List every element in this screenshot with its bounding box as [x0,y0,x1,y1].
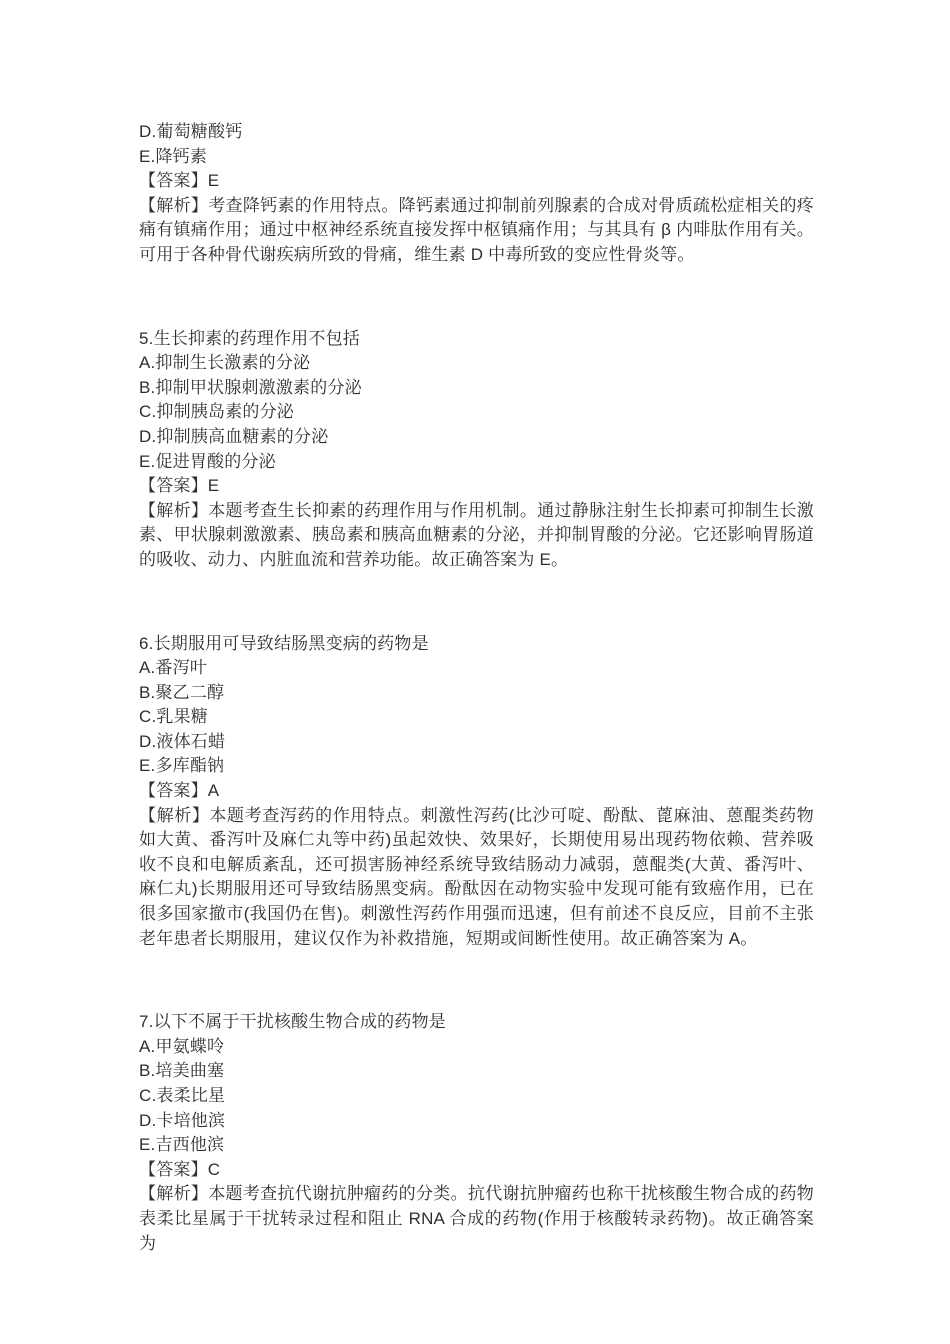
answer-line: 【答案】E [139,171,220,191]
option-c: C.乳果糖 [139,707,208,727]
analysis-paragraph: 【解析】考查降钙素的作用特点。降钙素通过抑制前列腺素的合成对骨质疏松症相关的疼痛有镇痛作用；通过中枢神经系统直接发挥中枢镇痛作用；与其具有 β 内啡肽作用有关。可用于各种骨代谢疾病所致的骨痛，维生素 D 中毒所致的变应性骨炎等。 [139,195,814,264]
option-a: A.番泻叶 [139,658,208,678]
question-text: 7.以下不属于干扰核酸生物合成的药物是 [139,1012,446,1032]
option-b: B.培美曲塞 [139,1061,225,1081]
answer-line: 【答案】A [139,781,220,801]
question-block-4-partial [139,120,814,268]
option-c: C.抑制胰岛素的分泌 [139,402,294,422]
option-d: D.抑制胰高血糖素的分泌 [139,426,329,446]
option-d: D.葡萄糖酸钙 [139,122,243,141]
option-d: D.液体石蜡 [139,731,226,751]
option-b: B.聚乙二醇 [139,682,225,702]
option-e: E.降钙素 [139,146,208,166]
question-text: 6.长期服用可导致结肠黑变病的药物是 [139,633,429,653]
option-d: D.卡培他滨 [139,1110,226,1130]
question-block-7 [139,1010,814,1256]
question-block-6 [139,632,814,952]
answer-line: 【答案】C [139,1159,221,1179]
option-e: E.吉西他滨 [139,1135,225,1155]
option-a: A.抑制生长激素的分泌 [139,353,311,373]
option-b: B.抑制甲状腺刺激激素的分泌 [139,377,362,397]
analysis-paragraph: 【解析】本题考查生长抑素的药理作用与作用机制。通过静脉注射生长抑素可抑制生长激素、甲状腺刺激激素、胰岛素和胰高血糖素的分泌，并抑制胃酸的分泌。它还影响胃肠道的吸收、动力、内脏血流和营养功能。故正确答案为 E。 [139,500,814,569]
question-block-5 [139,327,814,573]
option-c: C.表柔比星 [139,1086,226,1105]
answer-line: 【答案】E [139,476,220,496]
question-text: 5.生长抑素的药理作用不包括 [139,328,360,348]
option-a: A.甲氨蝶呤 [139,1036,225,1056]
analysis-paragraph: 【解析】本题考查抗代谢抗肿瘤药的分类。抗代谢抗肿瘤药也称干扰核酸生物合成的药物表柔比星属于干扰转录过程和阻止 RNA 合成的药物(作用于核酸转录药物)。故正确答案为 [139,1184,814,1253]
option-e: E.促进胃酸的分泌 [139,451,276,471]
analysis-paragraph: 【解析】本题考查泻药的作用特点。刺激性泻药(比沙可啶、酚酞、蓖麻油、蒽醌类药物如大黄、番泻叶及麻仁丸等中药)虽起效快、效果好，长期使用易出现药物依赖、营养吸收不良和电解质紊乱，还可损害肠神经系统导致结肠动力减弱，蒽醌类(大黄、番泻叶、麻仁丸)长期服用还可导致结肠黑变病。酚酞因在动物实验中发现可能有致癌作用，已在很多国家撤市(我国仍在售)。刺激性泻药作用强而迅速，但有前述不良反应，目前不主张老年患者长期服用，建议仅作为补救措施，短期或间断性使用。故正确答案为 A。 [139,805,814,948]
option-e: E.多库酯钠 [139,756,225,776]
